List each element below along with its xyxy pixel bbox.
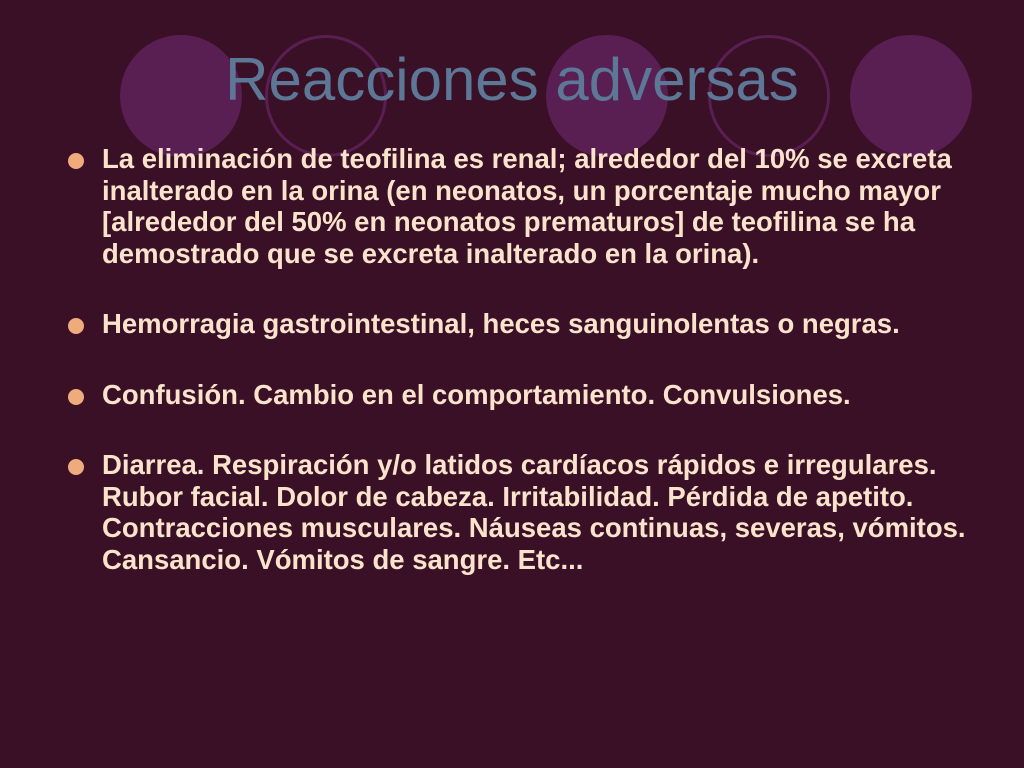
bullet-item [68,308,988,340]
bullet-list [68,143,988,614]
bullet-text: Hemorragia gastrointestinal, heces sanguinolentas o negras. [102,308,900,339]
slide-title: Reacciones adversas [225,46,799,113]
bullet-dot-icon [68,389,84,405]
bullet-text: Confusión. Cambio en el comportamiento. Convulsiones. [102,378,851,410]
bullet-dot-icon [68,459,84,475]
bullet-item [68,379,988,411]
bullet-dot-icon [68,318,84,334]
bullet-dot-icon [68,153,84,169]
bullet-text: La eliminación de teofilina es renal; alrededor del 10% se excreta inalterado en la orina (en neonatos, un porcentaje mucho mayor [alrededor del 50% en neonatos prematuros] de teofilina se ha demostrado que se excreta inalterado en la orina). [102,143,952,269]
bullet-item [68,143,988,269]
bullet-text: Diarrea. Respiración y/o latidos cardíacos rápidos e irregulares. Rubor facial. Dolor de cabeza. Irritabilidad. Pérdida de apetito. Contracciones musculares. Náuseas continuas, severas, vómitos. Cansancio. Vómitos de sangre. Etc... [102,449,966,575]
bullet-item [68,449,988,575]
